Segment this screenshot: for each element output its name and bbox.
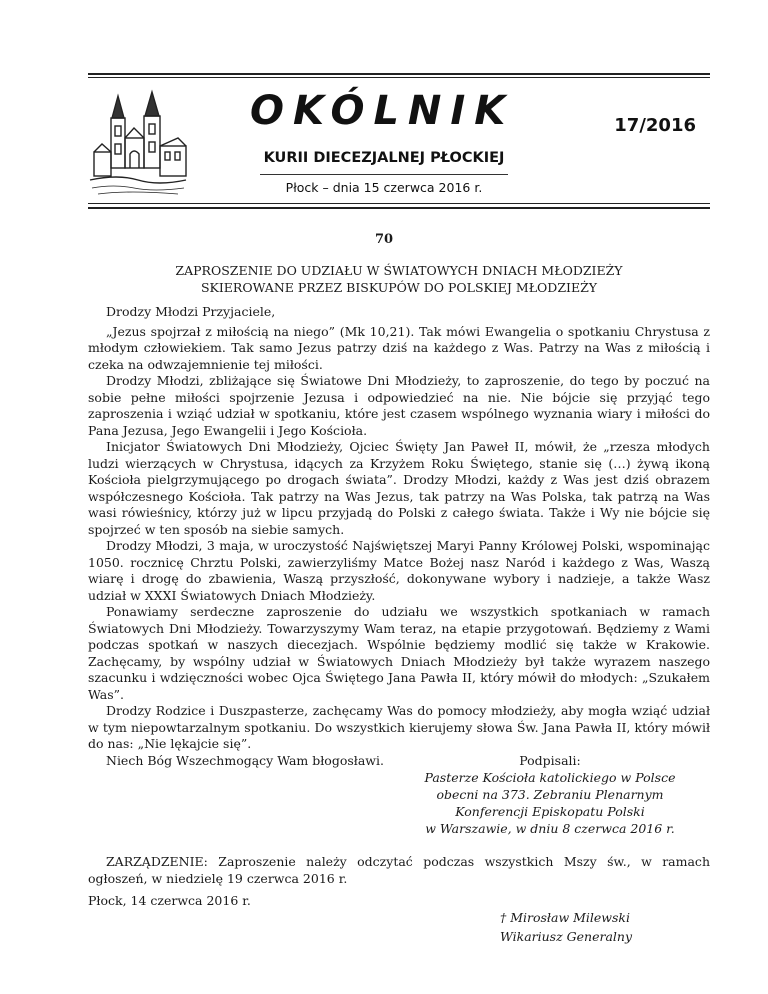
document-title-line-1: ZAPROSZENIE DO UDZIAŁU W ŚWIATOWYCH DNIACH MŁODZIEŻY <box>175 263 623 278</box>
signature-block <box>400 752 700 837</box>
document-title <box>88 262 710 296</box>
cathedral-icon <box>88 88 188 200</box>
paragraph-3: Inicjator Światowych Dni Młodzieży, Ojciec Święty Jan Paweł II, mówił, że „rzesza młodych ludzi wierzących w Chrystusa, idących za Krzyżem Roku Świętego, stanie się (…) żywą ikoną Kościoła pielgrzymującego po drogach świata”. Drodzy Młodzi, każdy z Was jest dziś obrazem współczesnego Kościoła. Tak patrzy na Was Jezus, tak patrzy na Was Polska, tak patrzą na Was wasi rówieśnicy, którzy już w lipcu przyjadą do Polski z całego świata. Także i Wy nie bójcie się spojrzeć w ten sposób na siebie samych. <box>88 439 710 537</box>
paragraph-2: Drodzy Młodzi, zbliżające się Światowe Dni Młodzieży, to zaproszenie, do tego by poczuć na sobie pełne miłości spojrzenie Jezusa i odpowiedzieć na nie. Nie bójcie się przyjąć tego zaproszenia i wziąć udział w spotkaniu, które jest czasem wspólnego wyznania wiary i miłości do Pana Jezusa, Jego Ewangelii i Jego Kościoła. <box>88 373 710 438</box>
salutation: Drodzy Młodzi Przyjaciele, <box>106 304 276 319</box>
issue-number: 17/2016 <box>614 115 696 136</box>
decree-place-date: Płock, 14 czerwca 2016 r. <box>88 893 251 908</box>
subtitle-divider <box>260 174 508 175</box>
signature-line-4: w Warszawie, w dniu 8 czerwca 2016 r. <box>425 821 675 836</box>
paragraph-5: Ponawiamy serdeczne zaproszenie do udziału we wszystkich spotkaniach w ramach Światowych Dni Młodzieży. Towarzyszymy Wam teraz, na etapie przygotowań. Będziemy z Wami podczas spotkań w naszych diecezjach. Wspólnie będziemy modlić się także w Krakowie. Zachęcamy, by wspólny udział w Światowych Dniach Młodzieży był także wyrazem naszego szacunku i wdzięczności wobec Ojca Świętego Jana Pawła II, który mówił do młodych: „Szukałem Was”. <box>88 604 710 702</box>
signer-title: Wikariusz Generalny <box>500 929 633 944</box>
masthead-title: OKÓLNIK <box>250 88 515 134</box>
signature-line-3: Konferencji Episkopatu Polski <box>455 804 645 819</box>
signature-line-2: obecni na 373. Zebraniu Plenarnym <box>436 787 664 802</box>
paragraph-4: Drodzy Młodzi, 3 maja, w uroczystość Najświętszej Maryi Panny Królowej Polski, wspominając 1050. rocznicę Chrztu Polski, zawierzyliśmy Matce Bożej nasz Naród i każdego z Was, Waszą wiarę i drogę do zbawienia, Waszą przyszłość, dokonywane wybory i nadzieje, a także Wasz udział w XXXI Światowych Dniach Młodzieży. <box>88 538 710 603</box>
signer-name: † Mirosław Milewski <box>500 910 630 925</box>
paragraph-1: „Jezus spojrzał z miłością na niego” (Mk 10,21). Tak mówi Ewangelia o spotkaniu Chrystusa z młodym człowiekiem. Tak samo Jezus patrzy dziś na każdego z Was. Patrzy na Was z miłością i czeka na odwzajemnienie tej miłości. <box>88 323 710 372</box>
header-rule-top <box>88 73 710 75</box>
paragraph-6: Drodzy Rodzice i Duszpasterze, zachęcamy Was do pomocy młodzieży, aby mogła wziąć udział w tym niepowtarzalnym spotkaniu. Do wszystkich kierujemy słowa Św. Jana Pawła II, który mówił do nas: „Nie lękajcie się”. <box>88 703 710 751</box>
document-title-line-2: SKIEROWANE PRZEZ BISKUPÓW DO POLSKIEJ MŁODZIEŻY <box>200 280 598 295</box>
paragraph-7: Niech Bóg Wszechmogący Wam błogosławi. <box>106 752 384 768</box>
signature-label: Podpisali: <box>519 753 581 768</box>
signer-block <box>500 908 700 946</box>
header-rule-bottom <box>88 207 710 209</box>
signature-line-1: Pasterze Kościoła katolickiego w Polsce <box>424 770 676 785</box>
header-rule-bottom-thin <box>88 203 710 204</box>
document-body <box>88 304 710 769</box>
masthead-subtitle: KURII DIECEZJALNEJ PŁOCKIEJ <box>263 150 505 166</box>
header-rule-top-thin <box>88 77 710 78</box>
issue-date: Płock – dnia 15 czerwca 2016 r. <box>285 180 483 195</box>
document-number: 70 <box>374 232 394 247</box>
decree-text: ZARZĄDZENIE: Zaproszenie należy odczytać podczas wszystkich Mszy św., w ramach ogłoszeń, w niedzielę 19 czerwca 2016 r. <box>88 854 710 886</box>
